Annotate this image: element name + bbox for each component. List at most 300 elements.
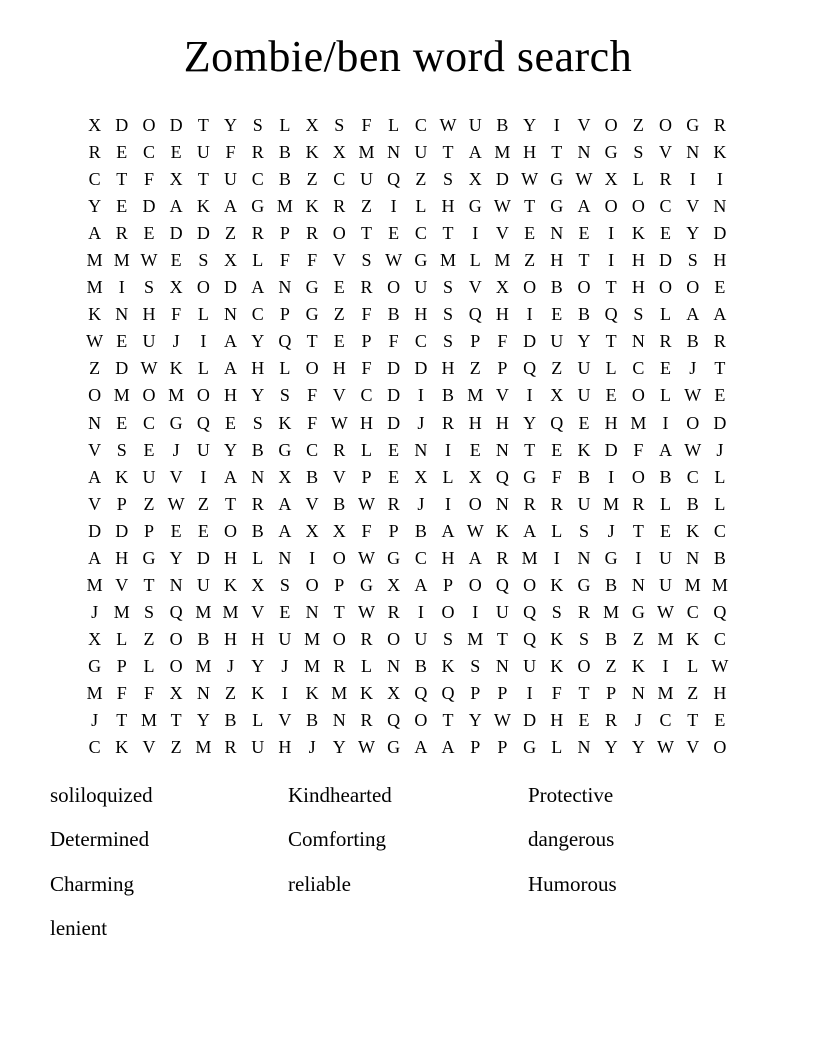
grid-letter-r1-c21: Z xyxy=(632,115,644,136)
grid-letter-r3-c8: B xyxy=(278,169,291,190)
grid-letter-r14-c22: B xyxy=(659,466,672,487)
grid-letter-r21-c8: J xyxy=(281,655,289,676)
grid-letter-r1-c23: G xyxy=(686,115,700,136)
grid-letter-r10-c18: Z xyxy=(551,358,563,379)
grid-letter-r2-c22: V xyxy=(659,142,673,163)
grid-letter-r2-c5: U xyxy=(196,142,210,163)
grid-letter-r20-c7: H xyxy=(251,628,265,649)
grid-letter-r9-c4: J xyxy=(172,331,180,352)
grid-letter-r23-c22: C xyxy=(659,710,672,731)
grid-letter-r8-c24: A xyxy=(713,304,727,325)
grid-letter-r17-c17: M xyxy=(521,547,538,568)
grid-letter-r21-c3: L xyxy=(143,655,155,676)
grid-letter-r5-c13: C xyxy=(414,223,427,244)
grid-letter-r19-c19: R xyxy=(577,601,590,622)
grid-letter-r22-c19: T xyxy=(578,683,590,703)
grid-letter-r7-c10: E xyxy=(333,277,345,298)
word-list-item-4: Determined xyxy=(50,827,150,852)
grid-letter-r8-c21: S xyxy=(633,304,644,325)
grid-letter-r22-c7: K xyxy=(251,683,265,703)
grid-letter-r22-c16: P xyxy=(497,683,508,703)
grid-letter-r2-c9: K xyxy=(305,142,319,163)
grid-letter-r17-c10: O xyxy=(332,547,346,568)
grid-letter-r24-c13: A xyxy=(414,737,428,758)
grid-letter-r15-c17: R xyxy=(523,493,536,514)
grid-letter-r19-c14: O xyxy=(441,601,455,622)
grid-letter-r8-c14: S xyxy=(443,304,454,325)
grid-letter-r6-c24: H xyxy=(713,250,727,271)
grid-letter-r10-c3: W xyxy=(140,358,158,379)
grid-letter-r2-c19: N xyxy=(577,142,591,163)
grid-letter-r16-c15: W xyxy=(466,520,484,541)
grid-letter-r4-c7: G xyxy=(251,196,265,217)
grid-letter-r19-c18: S xyxy=(551,601,562,622)
grid-letter-r18-c16: Q xyxy=(495,574,509,595)
grid-letter-r2-c11: M xyxy=(358,142,375,163)
grid-letter-r19-c20: M xyxy=(603,601,620,622)
grid-letter-r24-c12: G xyxy=(387,737,401,758)
grid-letter-r22-c6: Z xyxy=(225,683,237,703)
grid-letter-r11-c20: E xyxy=(605,385,617,406)
grid-letter-r5-c3: E xyxy=(143,223,155,244)
grid-letter-r15-c13: J xyxy=(417,493,425,514)
grid-letter-r1-c14: W xyxy=(439,115,457,136)
grid-letter-r8-c5: L xyxy=(197,304,209,325)
grid-letter-r13-c17: T xyxy=(524,439,536,460)
word-list-item-3: Protective xyxy=(528,783,614,807)
grid-letter-r10-c21: C xyxy=(632,358,645,379)
grid-letter-r13-c20: D xyxy=(604,439,618,460)
grid-letter-r18-c1: M xyxy=(86,574,103,595)
grid-letter-r16-c2: D xyxy=(115,520,129,541)
grid-letter-r23-c15: Y xyxy=(468,710,482,731)
grid-letter-r6-c11: S xyxy=(361,250,372,271)
grid-letter-r9-c22: R xyxy=(659,331,672,352)
grid-letter-r15-c20: M xyxy=(603,493,620,514)
grid-letter-r16-c14: A xyxy=(441,520,455,541)
grid-letter-r12-c8: K xyxy=(278,412,292,433)
grid-letter-r19-c9: N xyxy=(305,601,319,622)
grid-letter-r21-c21: K xyxy=(631,655,645,676)
grid-letter-r20-c15: M xyxy=(467,628,484,649)
grid-letter-r23-c11: R xyxy=(360,710,373,731)
grid-letter-r17-c24: B xyxy=(713,547,726,568)
grid-letter-r20-c14: S xyxy=(443,628,454,649)
grid-letter-r9-c15: P xyxy=(470,331,481,352)
grid-letter-r4-c5: K xyxy=(196,196,210,217)
grid-letter-r1-c17: Y xyxy=(523,115,537,136)
grid-letter-r12-c7: S xyxy=(252,412,263,433)
grid-letter-r13-c2: S xyxy=(116,439,127,460)
grid-letter-r12-c10: W xyxy=(330,412,348,433)
grid-letter-r23-c4: T xyxy=(170,710,182,731)
grid-letter-r16-c23: K xyxy=(686,520,700,541)
grid-letter-r15-c10: B xyxy=(333,493,346,514)
grid-letter-r5-c11: T xyxy=(360,223,372,244)
grid-letter-r8-c8: P xyxy=(279,304,290,325)
grid-letter-r17-c13: C xyxy=(414,547,427,568)
grid-letter-r18-c8: S xyxy=(279,574,290,595)
grid-letter-r20-c4: O xyxy=(169,628,183,649)
grid-letter-r14-c15: X xyxy=(468,466,482,487)
word-list-item-2: Kindhearted xyxy=(288,783,392,807)
grid-letter-r5-c21: K xyxy=(631,223,645,244)
grid-letter-r2-c12: N xyxy=(387,142,401,163)
grid-letter-r11-c11: C xyxy=(360,385,373,406)
grid-letter-r19-c5: M xyxy=(195,601,212,622)
grid-letter-r2-c2: E xyxy=(116,142,128,163)
grid-letter-r11-c12: D xyxy=(387,385,401,406)
grid-letter-r7-c11: R xyxy=(360,277,373,298)
grid-letter-r23-c14: T xyxy=(442,710,454,731)
grid-letter-r24-c3: V xyxy=(142,737,156,758)
grid-letter-r15-c3: Z xyxy=(143,493,155,514)
grid-letter-r15-c2: P xyxy=(116,493,127,514)
grid-letter-r14-c18: F xyxy=(551,466,562,487)
grid-letter-r14-c10: V xyxy=(332,466,346,487)
grid-letter-r14-c2: K xyxy=(115,466,129,487)
grid-letter-r3-c17: W xyxy=(521,169,539,190)
grid-letter-r23-c21: J xyxy=(634,710,642,731)
grid-letter-r11-c5: O xyxy=(196,385,210,406)
grid-letter-r3-c15: X xyxy=(468,169,482,190)
grid-letter-r8-c22: L xyxy=(660,304,672,325)
grid-letter-r24-c15: P xyxy=(470,737,481,758)
grid-letter-r21-c10: R xyxy=(333,655,346,676)
grid-letter-r11-c22: L xyxy=(660,385,672,406)
grid-letter-r15-c15: O xyxy=(468,493,482,514)
grid-letter-r9-c21: N xyxy=(631,331,645,352)
grid-letter-r22-c15: P xyxy=(470,683,481,703)
grid-letter-r12-c9: F xyxy=(307,412,318,433)
grid-letter-r10-c13: D xyxy=(414,358,428,379)
grid-letter-r19-c15: I xyxy=(472,601,479,622)
grid-letter-r4-c14: H xyxy=(441,196,455,217)
grid-letter-r1-c4: D xyxy=(169,115,183,136)
grid-letter-r3-c2: T xyxy=(116,169,128,190)
grid-letter-r4-c10: R xyxy=(333,196,346,217)
grid-letter-r3-c10: C xyxy=(333,169,346,190)
grid-letter-r1-c10: S xyxy=(334,115,345,136)
grid-letter-r5-c16: V xyxy=(495,223,509,244)
grid-letter-r6-c21: H xyxy=(631,250,645,271)
grid-letter-r8-c6: N xyxy=(224,304,238,325)
grid-letter-r7-c6: D xyxy=(224,277,238,298)
grid-letter-r11-c1: O xyxy=(88,385,102,406)
grid-letter-r14-c17: G xyxy=(523,466,537,487)
grid-letter-r7-c20: T xyxy=(605,277,617,298)
grid-letter-r15-c14: I xyxy=(445,493,452,514)
grid-letter-r19-c2: M xyxy=(113,601,130,622)
grid-letter-r17-c14: H xyxy=(441,547,455,568)
grid-letter-r13-c6: Y xyxy=(224,439,238,460)
grid-letter-r23-c5: Y xyxy=(196,710,210,731)
grid-letter-r21-c13: B xyxy=(414,655,427,676)
grid-letter-r19-c8: E xyxy=(279,601,291,622)
word-list-item-9: Humorous xyxy=(528,871,617,896)
grid-letter-r4-c13: L xyxy=(415,196,427,217)
grid-letter-r1-c9: X xyxy=(305,115,319,136)
grid-letter-r12-c16: H xyxy=(495,412,509,433)
grid-letter-r1-c3: O xyxy=(142,115,156,136)
grid-letter-r18-c20: B xyxy=(605,574,618,595)
grid-letter-r1-c6: Y xyxy=(224,115,238,136)
grid-letter-r3-c9: Z xyxy=(306,169,318,190)
grid-letter-r4-c2: E xyxy=(116,196,128,217)
grid-letter-r22-c11: K xyxy=(359,683,373,703)
grid-letter-r20-c17: Q xyxy=(523,628,537,649)
grid-letter-r20-c13: U xyxy=(414,628,428,649)
grid-letter-r4-c9: K xyxy=(305,196,319,217)
grid-letter-r20-c10: O xyxy=(332,628,346,649)
grid-letter-r15-c7: R xyxy=(251,493,264,514)
grid-letter-r17-c9: I xyxy=(309,547,316,568)
grid-letter-r7-c14: S xyxy=(443,277,454,298)
grid-letter-r17-c20: G xyxy=(604,547,618,568)
grid-letter-r21-c16: N xyxy=(495,655,509,676)
grid-letter-r7-c21: H xyxy=(631,277,645,298)
grid-letter-r12-c21: M xyxy=(630,412,647,433)
grid-letter-r14-c1: A xyxy=(88,466,102,487)
grid-letter-r16-c5: E xyxy=(197,520,209,541)
letter-grid xyxy=(81,112,734,761)
grid-letter-r9-c6: A xyxy=(224,331,238,352)
grid-letter-r1-c22: O xyxy=(659,115,673,136)
grid-letter-r5-c7: R xyxy=(251,223,264,244)
grid-letter-r23-c12: Q xyxy=(387,710,401,731)
grid-letter-r4-c8: M xyxy=(276,196,293,217)
grid-letter-r18-c11: G xyxy=(359,574,373,595)
grid-letter-r1-c19: V xyxy=(577,115,591,136)
grid-letter-r14-c6: A xyxy=(224,466,238,487)
grid-letter-r10-c4: K xyxy=(169,358,183,379)
grid-letter-r15-c1: V xyxy=(88,493,102,514)
grid-letter-r8-c10: Z xyxy=(333,304,345,325)
grid-letter-r17-c11: W xyxy=(357,547,375,568)
grid-letter-r19-c6: M xyxy=(222,601,239,622)
grid-letter-r7-c15: V xyxy=(468,277,482,298)
grid-letter-r9-c5: I xyxy=(200,331,207,352)
grid-letter-r1-c13: C xyxy=(414,115,427,136)
grid-letter-r12-c15: H xyxy=(468,412,482,433)
grid-letter-r12-c22: I xyxy=(662,412,669,433)
grid-letter-r1-c8: L xyxy=(279,115,291,136)
grid-letter-r7-c18: B xyxy=(550,277,563,298)
grid-letter-r20-c6: H xyxy=(224,628,238,649)
grid-letter-r10-c15: Z xyxy=(469,358,481,379)
grid-letter-r7-c24: E xyxy=(714,277,726,298)
grid-letter-r24-c17: G xyxy=(523,737,537,758)
grid-letter-r21-c9: M xyxy=(304,655,321,676)
grid-letter-r18-c19: G xyxy=(577,574,591,595)
grid-letter-r20-c11: R xyxy=(360,628,373,649)
grid-letter-r16-c19: S xyxy=(578,520,589,541)
grid-letter-r24-c22: W xyxy=(657,737,675,758)
grid-letter-r14-c13: X xyxy=(414,466,428,487)
grid-letter-r16-c4: E xyxy=(170,520,182,541)
grid-letter-r12-c12: D xyxy=(387,412,401,433)
grid-letter-r8-c13: H xyxy=(414,304,428,325)
grid-letter-r13-c3: E xyxy=(143,439,155,460)
grid-letter-r7-c13: U xyxy=(414,277,428,298)
grid-letter-r18-c15: O xyxy=(468,574,482,595)
grid-letter-r17-c21: I xyxy=(635,547,642,568)
grid-letter-r5-c14: T xyxy=(442,223,454,244)
grid-letter-r7-c5: O xyxy=(196,277,210,298)
grid-letter-r8-c7: C xyxy=(251,304,264,325)
grid-letter-r13-c19: K xyxy=(577,439,591,460)
grid-letter-r16-c22: E xyxy=(660,520,672,541)
grid-letter-r16-c20: J xyxy=(607,520,615,541)
page-title: Zombie/ben word search xyxy=(183,32,633,81)
grid-letter-r1-c24: R xyxy=(713,115,726,136)
grid-letter-r11-c3: O xyxy=(142,385,156,406)
grid-letter-r8-c20: Q xyxy=(604,304,618,325)
grid-letter-r7-c3: S xyxy=(143,277,154,298)
grid-letter-r10-c19: U xyxy=(577,358,591,379)
grid-letter-r17-c12: G xyxy=(387,547,401,568)
grid-letter-r3-c6: U xyxy=(224,169,238,190)
grid-letter-r23-c17: D xyxy=(523,710,537,731)
grid-letter-r6-c20: I xyxy=(608,250,615,271)
grid-letter-r16-c16: K xyxy=(495,520,509,541)
grid-letter-r22-c2: F xyxy=(116,683,127,703)
grid-letter-r2-c10: X xyxy=(332,142,346,163)
grid-letter-r4-c1: Y xyxy=(88,196,102,217)
grid-letter-r9-c8: Q xyxy=(278,331,292,352)
grid-letter-r17-c15: A xyxy=(468,547,482,568)
grid-letter-r23-c13: O xyxy=(414,710,428,731)
grid-letter-r21-c4: O xyxy=(169,655,183,676)
grid-letter-r9-c16: F xyxy=(497,331,508,352)
grid-letter-r5-c22: E xyxy=(660,223,672,244)
grid-letter-r6-c8: F xyxy=(279,250,290,271)
grid-letter-r13-c18: E xyxy=(551,439,563,460)
grid-letter-r1-c20: O xyxy=(604,115,618,136)
grid-letter-r11-c13: I xyxy=(417,385,424,406)
grid-letter-r11-c4: M xyxy=(168,385,185,406)
grid-letter-r13-c7: B xyxy=(251,439,264,460)
grid-letter-r21-c11: L xyxy=(360,655,372,676)
grid-letter-r19-c16: U xyxy=(495,601,509,622)
grid-letter-r23-c16: W xyxy=(493,710,511,731)
grid-letter-r19-c4: Q xyxy=(169,601,183,622)
grid-letter-r24-c5: M xyxy=(195,737,212,758)
grid-letter-r12-c2: E xyxy=(116,412,128,433)
grid-letter-r11-c14: B xyxy=(442,385,455,406)
grid-letter-r2-c17: H xyxy=(523,142,537,163)
grid-letter-r1-c2: D xyxy=(115,115,129,136)
grid-letter-r24-c2: K xyxy=(115,737,129,758)
grid-letter-r17-c5: D xyxy=(196,547,210,568)
grid-letter-r23-c3: M xyxy=(140,710,157,731)
grid-letter-r19-c22: W xyxy=(657,601,675,622)
grid-letter-r24-c8: H xyxy=(278,737,292,758)
grid-letter-r20-c23: K xyxy=(686,628,700,649)
grid-letter-r6-c18: H xyxy=(550,250,564,271)
grid-letter-r22-c24: H xyxy=(713,683,727,703)
grid-letter-r19-c3: S xyxy=(143,601,154,622)
grid-letter-r3-c19: W xyxy=(575,169,593,190)
grid-letter-r22-c5: N xyxy=(196,683,210,703)
grid-letter-r24-c23: V xyxy=(686,737,700,758)
grid-letter-r1-c1: X xyxy=(88,115,102,136)
grid-letter-r3-c7: C xyxy=(251,169,264,190)
grid-letter-r14-c14: L xyxy=(442,466,454,487)
grid-letter-r11-c16: V xyxy=(495,385,509,406)
grid-letter-r14-c11: P xyxy=(361,466,372,487)
grid-letter-r22-c10: M xyxy=(331,683,348,703)
grid-letter-r20-c2: L xyxy=(116,628,128,649)
grid-letter-r24-c6: R xyxy=(224,737,237,758)
grid-letter-r10-c24: T xyxy=(714,358,726,379)
grid-letter-r22-c9: K xyxy=(305,683,319,703)
grid-letter-r9-c1: W xyxy=(86,331,104,352)
grid-letter-r7-c23: O xyxy=(686,277,700,298)
grid-letter-r20-c16: T xyxy=(496,628,508,649)
grid-letter-r3-c16: D xyxy=(495,169,509,190)
grid-letter-r14-c9: B xyxy=(306,466,319,487)
grid-letter-r17-c3: G xyxy=(142,547,156,568)
grid-letter-r12-c5: Q xyxy=(196,412,210,433)
grid-letter-r11-c24: E xyxy=(714,385,726,406)
grid-letter-r9-c10: E xyxy=(333,331,345,352)
grid-letter-r19-c13: I xyxy=(417,601,424,622)
grid-letter-r22-c14: Q xyxy=(441,683,455,703)
grid-letter-r5-c15: I xyxy=(472,223,479,244)
grid-letter-r2-c20: G xyxy=(604,142,618,163)
grid-letter-r3-c23: I xyxy=(689,169,696,190)
grid-letter-r8-c11: F xyxy=(361,304,372,325)
grid-letter-r2-c1: R xyxy=(88,142,101,163)
grid-letter-r11-c18: X xyxy=(550,385,564,406)
grid-letter-r1-c7: S xyxy=(252,115,263,136)
grid-letter-r7-c9: G xyxy=(305,277,319,298)
grid-letter-r14-c23: C xyxy=(686,466,699,487)
grid-letter-r19-c1: J xyxy=(91,601,99,622)
grid-letter-r21-c7: Y xyxy=(251,655,265,676)
grid-letter-r10-c20: L xyxy=(605,358,617,379)
word-list-item-8: reliable xyxy=(288,871,351,896)
grid-letter-r20-c8: U xyxy=(278,628,292,649)
grid-letter-r5-c5: D xyxy=(196,223,210,244)
grid-letter-r11-c23: W xyxy=(684,385,702,406)
grid-letter-r7-c19: O xyxy=(577,277,591,298)
word-list-item-6: dangerous xyxy=(528,827,615,852)
grid-letter-r20-c19: S xyxy=(578,628,589,649)
grid-letter-r17-c1: A xyxy=(88,547,102,568)
grid-letter-r6-c23: S xyxy=(687,250,698,271)
grid-letter-r24-c21: Y xyxy=(631,737,645,758)
grid-letter-r16-c1: D xyxy=(88,520,102,541)
grid-letter-r20-c3: Z xyxy=(143,628,155,649)
grid-letter-r22-c4: X xyxy=(169,683,183,703)
grid-letter-r22-c1: M xyxy=(86,683,103,703)
grid-letter-r13-c15: E xyxy=(469,439,481,460)
grid-letter-r2-c7: R xyxy=(251,142,264,163)
grid-letter-r5-c6: Z xyxy=(225,223,237,244)
grid-letter-r4-c15: G xyxy=(468,196,482,217)
grid-letter-r23-c8: V xyxy=(278,710,292,731)
grid-letter-r3-c24: I xyxy=(716,169,723,190)
grid-letter-r18-c18: K xyxy=(550,574,564,595)
grid-letter-r7-c16: X xyxy=(495,277,509,298)
grid-letter-r10-c8: L xyxy=(279,358,291,379)
grid-letter-r24-c24: O xyxy=(713,737,727,758)
grid-letter-r12-c18: Q xyxy=(550,412,564,433)
grid-letter-r16-c10: X xyxy=(332,520,346,541)
grid-letter-r24-c16: P xyxy=(497,737,508,758)
